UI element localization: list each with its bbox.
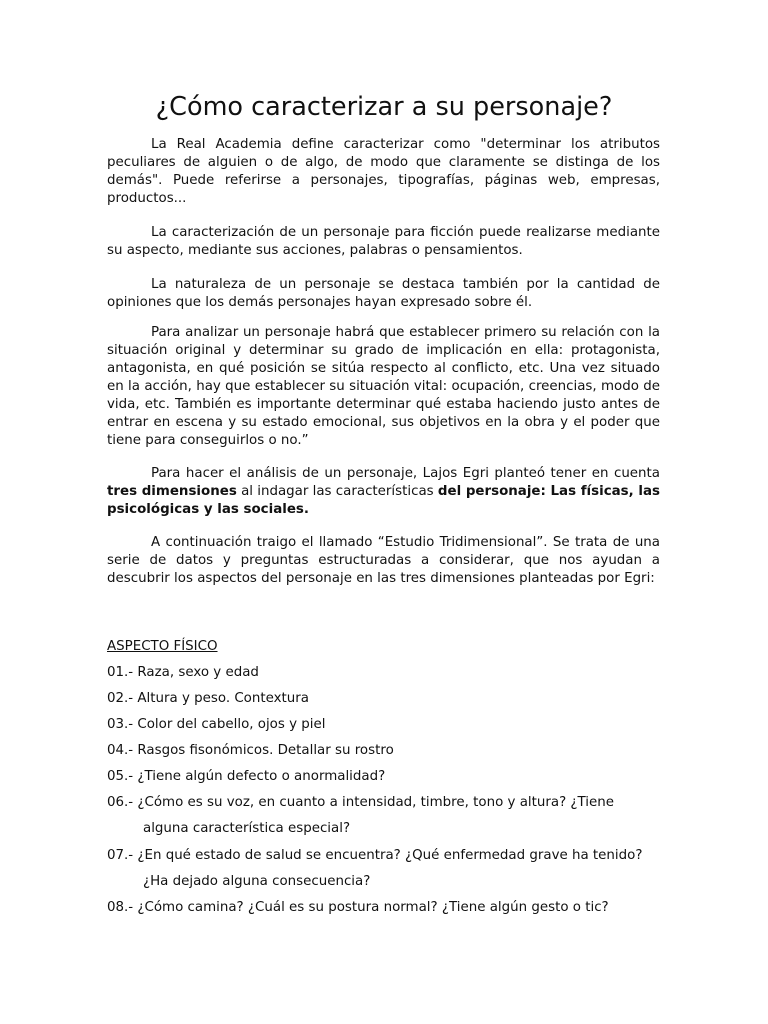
list-item-text: 01.- Raza, sexo y edad — [107, 665, 259, 680]
paragraph-egri — [107, 465, 660, 519]
list-item — [107, 660, 660, 686]
paragraph-egri-bold-1: tres dimensiones — [107, 484, 237, 499]
list-item-text: 08.- ¿Cómo camina? ¿Cuál es su postura normal? ¿Tiene algún gesto o tic? — [107, 900, 609, 915]
page-title: ¿Cómo caracterizar a su personaje? — [155, 92, 613, 122]
paragraph-definition: La Real Academia define caracterizar como "determinar los atributos peculiares de alguien o de algo, de modo que claramente se distinga de los demás". Puede referirse a personajes, tipografías, páginas web, empresas, productos... — [107, 137, 660, 206]
list-item-text: 07.- ¿En qué estado de salud se encuentra? ¿Qué enfermedad grave ha tenido? — [107, 848, 643, 863]
list-item — [107, 712, 660, 738]
list-item — [107, 843, 660, 895]
paragraph-egri-text-1: Para hacer el análisis de un personaje, Lajos Egri planteó tener en cuenta — [151, 466, 660, 481]
paragraph-egri-bold-2: del personaje: Las físicas, las psicológicas y las sociales. — [107, 484, 660, 517]
list-item — [107, 738, 660, 764]
list-item-text: 04.- Rasgos fisonómicos. Detallar su rostro — [107, 743, 394, 758]
paragraph-egri-text-2: al indagar las características — [236, 484, 438, 499]
list-item — [107, 895, 660, 921]
section-heading-aspecto-fisico: ASPECTO FÍSICO — [107, 639, 218, 654]
paragraph-nature: La naturaleza de un personaje se destaca también por la cantidad de opiniones que los demás personajes hayan expresado sobre él. — [107, 277, 660, 310]
paragraph-characterization: La caracterización de un personaje para ficción puede realizarse mediante su aspecto, mediante sus acciones, palabras o pensamientos. — [107, 225, 660, 258]
list-item-text: 06.- ¿Cómo es su voz, en cuanto a intensidad, timbre, tono y altura? ¿Tiene — [107, 795, 614, 810]
list-item — [107, 790, 660, 842]
list-item — [107, 764, 660, 790]
paragraph-study-intro: A continuación traigo el llamado “Estudio Tridimensional”. Se trata de una serie de datos y preguntas estructuradas a considerar, que nos ayudan a descubrir los aspectos del personaje en las tres dimensiones planteadas por Egri: — [107, 535, 660, 586]
list-item-text: 02.- Altura y peso. Contextura — [107, 691, 309, 706]
list-item-text: 03.- Color del cabello, ojos y piel — [107, 717, 326, 732]
list-item-continuation: ¿Ha dejado alguna consecuencia? — [143, 874, 371, 889]
paragraph-analysis: Para analizar un personaje habrá que establecer primero su relación con la situación original y determinar su grado de implicación en ella: protagonista, antagonista, en qué posición se sitúa respecto al conflicto, etc. Una vez situado en la acción, hay que establecer su situación vital: ocupación, creencias, modo de vida, etc. También es importante determinar qué estaba haciendo justo antes de entrar en escena y su estado emocional, sus objetivos en la obra y el poder que tiene para conseguirlos o no.” — [107, 325, 660, 448]
list-item — [107, 686, 660, 712]
list-item-continuation: alguna característica especial? — [143, 821, 351, 836]
list-item-text: 05.- ¿Tiene algún defecto o anormalidad? — [107, 769, 386, 784]
